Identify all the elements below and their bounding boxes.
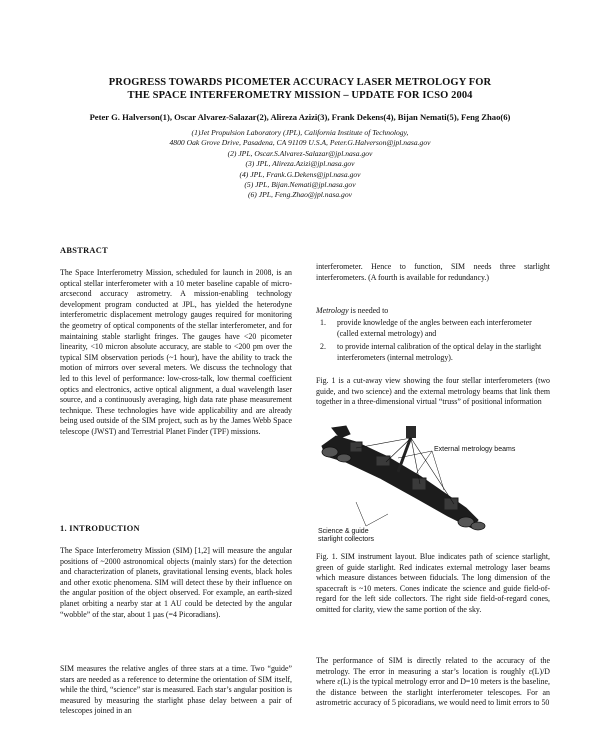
collectors-label-line-2: starlight collectors xyxy=(318,536,375,543)
list-number: 1. xyxy=(320,318,326,327)
affiliation-line: (1)Jet Propulsion Laboratory (JPL), California Institute of Technology, xyxy=(191,128,409,137)
metrology-list xyxy=(316,318,550,366)
sim-instrument-illustration xyxy=(316,424,550,544)
affiliation-line: (6) JPL, Feng.Zhao@jpl.nasa.gov xyxy=(247,190,352,200)
affiliation-line: 4800 Oak Grove Drive, Pasadena, CA 91109 U.S.A, Peter.G.Halverson@jpl.nasa.gov xyxy=(169,138,431,148)
introduction-paragraph-1: The Space Interferometry Mission (SIM) [1,2] will measure the angular positions of ~2000 astronomical objects (mainly stars) for the detection and characterization of planets, gravitational lensing events, black holes and other exotic phenomena. SIM will detect these by their influence on the angular position of the object observed. For example, an earth-sized planet orbiting a nearby star at 1 AU could be detected by the angular “wobble” of the star, about 1 µas (=4 Picoradians). xyxy=(60,546,292,619)
affiliation-line: (3) JPL, Alireza.Azizi@jpl.nasa.gov xyxy=(245,159,355,169)
abstract-text: The Space Interferometry Mission, scheduled for launch in 2008, is an optical stellar interferometer with a 10 meter baseline capable of micro-arcsecond accuracy astrometry. A mission-enabling technology development program conducted at JPL, has yielded the heterodyne interferometric displacement metrology gauges required for monitoring the geometry of optical components of the stellar interferometer, and for maintaining stable starlight fringes. The gauges have <20 picometer linearity, <10 micron absolute accuracy, are stable to <200 pm over the typical SIM observation periods (~1 hour), have the ability to track the motion of mirrors over several meters. We discuss the technology that led to this level of performance: low-cross-talk, low thermal coefficient optics and electronics, active optical alignment, a dual wavelength laser source, and a continuously averaging, high data rate phase measurement technique. These technologies have wide applicability and are already being used outside of the SIM project, such as by the James Webb Space telescope (JWST) and Terrestrial Planet Finder (TPF) missions. xyxy=(60,268,292,436)
list-item xyxy=(316,318,550,339)
collectors-label-line-1: Science & guide xyxy=(318,528,369,535)
list-item xyxy=(316,342,550,363)
external-beams-label: External metrology beams xyxy=(434,446,516,453)
list-number: 2. xyxy=(320,342,326,352)
metrology-intro-text: is needed to xyxy=(348,306,389,315)
affiliation-line: (4) JPL, Frank.G.Dekens@jpl.nasa.gov xyxy=(239,169,361,179)
metrology-term: Metrology xyxy=(316,306,349,315)
paper-title xyxy=(40,76,560,102)
title-line-1: PROGRESS TOWARDS PICOMETER ACCURACY LASER METROLOGY FOR xyxy=(108,77,492,88)
affiliations xyxy=(60,128,540,201)
performance-paragraph: The performance of SIM is directly related to the accuracy of the metrology. The error in measuring a star’s location is roughly ε(L)/D where ε(L) is the typical metrology error and D=10 meters is the baseline, the distance between the starlight interferometer telescopes. For an astrometric accuracy of 5 picoradians, we would need to limit errors to 50 xyxy=(316,656,550,708)
figure-1 xyxy=(316,424,550,544)
figure-intro-paragraph: Fig. 1 is a cut-away view showing the four stellar interferometers (two guide, and two science) and the external metrology beams that link them together in a three-dimensional virtual “truss” of positional information xyxy=(316,376,550,407)
author-list: Peter G. Halverson(1), Oscar Alvarez-Salazar(2), Alireza Azizi(3), Frank Dekens(4), Bijan Nemati(5), Feng Zhao(6) xyxy=(89,112,511,122)
list-text: to provide internal calibration of the optical delay in the starlight interferometers (internal metrology). xyxy=(337,342,542,362)
title-line-2: THE SPACE INTERFEROMETRY MISSION – UPDATE FOR ICSO 2004 xyxy=(127,90,473,101)
affiliation-line: (2) JPL, Oscar.S.Alvarez-Salazar@jpl.nasa.gov xyxy=(227,148,373,158)
boom-tip xyxy=(406,426,416,438)
metrology-intro xyxy=(316,306,550,317)
introduction-heading: 1. INTRODUCTION xyxy=(60,524,140,533)
list-text: provide knowledge of the angles between each interferometer (called external metrology) and xyxy=(337,318,532,338)
introduction-paragraph-2: SIM measures the relative angles of three stars at a time. Two “guide” stars are needed as a reference to determine the orientation of SIM itself, while the third, “science” star is measured. Each star’s angular position is measured by measuring the starlight phase delay between a pair of telescopes joined in an xyxy=(60,664,292,716)
spacecraft-body xyxy=(322,426,478,528)
figure-1-caption: Fig. 1. SIM instrument layout. Blue indicates path of science starlight, green of guide starlight. Red indicates external metrology laser beams which measure distances between fiducials. The long dimension of the spacecraft is ~10 meters. Cones indicate the science and guide field-of-regard for the left side collectors. The right side field-of-regard cones, omitted for clarity, view the same portion of the sky. xyxy=(316,552,550,614)
interferometer-paragraph: interferometer. Hence to function, SIM needs three starlight interferometers. (A fourth is available for redundancy.) xyxy=(316,262,550,282)
affiliation-line: (5) JPL, Bijan.Nemati@jpl.nasa.gov xyxy=(244,180,356,190)
abstract-heading: ABSTRACT xyxy=(60,246,109,255)
